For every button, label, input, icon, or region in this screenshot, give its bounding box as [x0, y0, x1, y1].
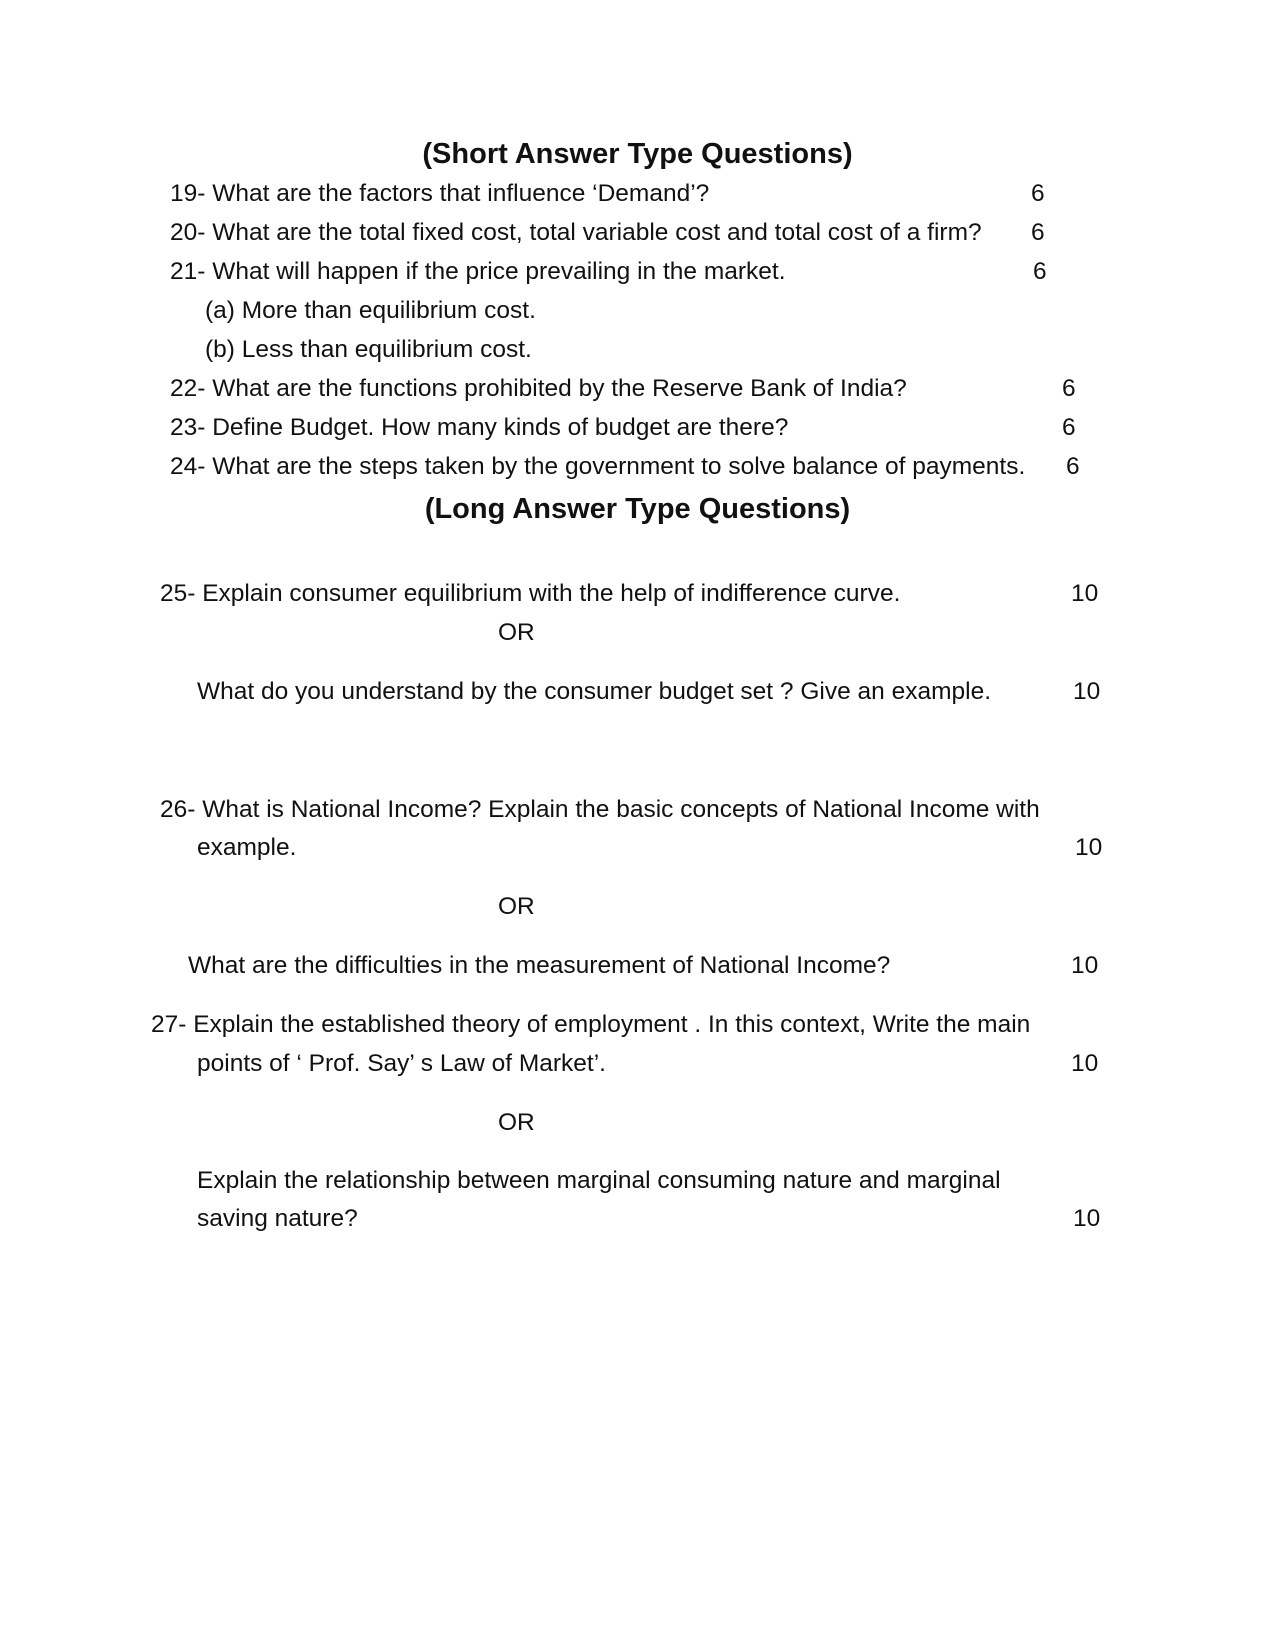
- question-22: 22- What are the functions prohibited by the Reserve Bank of India?: [170, 375, 907, 402]
- long-answer-heading: (Long Answer Type Questions): [424, 493, 851, 525]
- question-21-option-b: (b) Less than equilibrium cost.: [205, 336, 532, 363]
- question-24: 24- What are the steps taken by the government to solve balance of payments.: [170, 453, 1026, 480]
- question-25-alternative-marks: 10: [1073, 678, 1101, 705]
- question-22-marks: 6: [1062, 375, 1076, 402]
- question-21-marks: 6: [1033, 258, 1047, 285]
- question-27-marks: 10: [1071, 1050, 1099, 1077]
- question-19: 19- What are the factors that influence ‘Demand’?: [170, 180, 710, 207]
- or-label-25: OR: [498, 619, 535, 646]
- question-25-alternative: What do you understand by the consumer budget set ? Give an example.: [197, 678, 992, 705]
- short-answer-heading: (Short Answer Type Questions): [422, 138, 853, 170]
- question-24-marks: 6: [1066, 453, 1080, 480]
- question-20-marks: 6: [1031, 219, 1045, 246]
- or-label-26: OR: [498, 893, 535, 920]
- question-21: 21- What will happen if the price prevailing in the market.: [170, 258, 786, 285]
- question-27-alternative: Explain the relationship between marginal consuming nature and marginal: [197, 1167, 1001, 1194]
- question-26-marks: 10: [1075, 834, 1103, 861]
- question-26: 26- What is National Income? Explain the basic concepts of National Income with: [160, 796, 1040, 823]
- question-27-continued: points of ‘ Prof. Say’ s Law of Market’.: [197, 1050, 606, 1077]
- question-25-marks: 10: [1071, 580, 1099, 607]
- question-19-marks: 6: [1031, 180, 1045, 207]
- question-26-continued: example.: [197, 834, 297, 861]
- question-21-option-a: (a) More than equilibrium cost.: [205, 297, 536, 324]
- question-23: 23- Define Budget. How many kinds of budget are there?: [170, 414, 789, 441]
- question-27-alternative-continued: saving nature?: [197, 1205, 358, 1232]
- or-label-27: OR: [498, 1109, 535, 1136]
- question-26-alternative: What are the difficulties in the measurement of National Income?: [188, 952, 891, 979]
- question-27: 27- Explain the established theory of employment . In this context, Write the main: [151, 1011, 1031, 1038]
- question-26-alternative-marks: 10: [1071, 952, 1099, 979]
- question-25: 25- Explain consumer equilibrium with the help of indifference curve.: [160, 580, 901, 607]
- question-23-marks: 6: [1062, 414, 1076, 441]
- question-27-alternative-marks: 10: [1073, 1205, 1101, 1232]
- question-20: 20- What are the total fixed cost, total variable cost and total cost of a firm?: [170, 219, 982, 246]
